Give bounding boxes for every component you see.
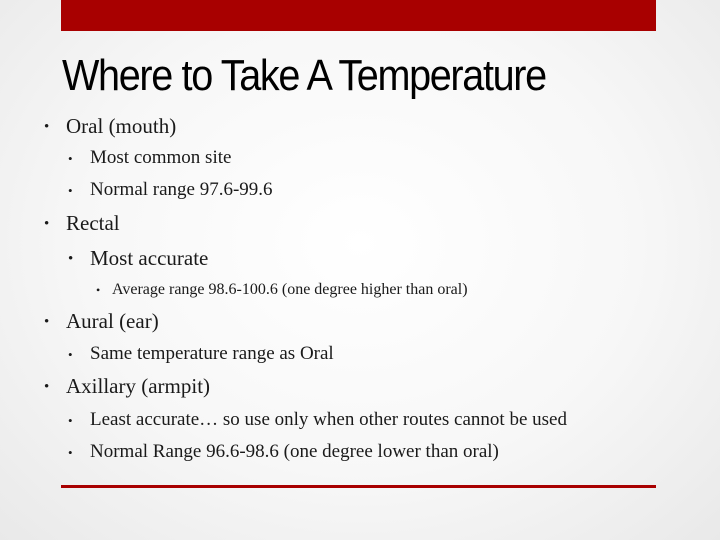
bullet-oral	[44, 113, 176, 139]
sub-bullet-oral-range	[68, 178, 273, 202]
sub-bullet-axillary-range	[68, 440, 499, 464]
sub-bullet-aural-range	[68, 342, 334, 366]
bullet-text: Average range 98.6-100.6 (one degree higher than oral)	[112, 281, 468, 298]
bullet-dot-icon: •	[68, 183, 73, 198]
bullet-dot-icon: •	[44, 119, 50, 135]
sub-bullet-most-accurate	[68, 245, 208, 271]
bullet-dot-icon: •	[44, 216, 50, 232]
bullet-text: Oral (mouth)	[66, 114, 177, 138]
bullet-dot-icon: •	[44, 379, 50, 395]
sub-bullet-least-accurate	[68, 408, 567, 432]
bullet-dot-icon: •	[96, 283, 101, 297]
sub-bullet-most-common	[68, 146, 231, 170]
bullet-aural	[44, 308, 159, 334]
sub-sub-bullet-rectal-range	[96, 280, 468, 300]
slide-title: Where to Take A Temperature	[62, 51, 546, 100]
bullet-dot-icon: •	[68, 347, 73, 362]
bullet-dot-icon: •	[68, 151, 73, 166]
bullet-dot-icon: •	[68, 413, 73, 428]
bullet-text: Rectal	[66, 211, 120, 235]
bullet-dot-icon: •	[44, 314, 50, 330]
bullet-text: Same temperature range as Oral	[90, 343, 334, 364]
bullet-text: Aural (ear)	[66, 309, 159, 333]
bullet-axillary	[44, 373, 210, 399]
bullet-text: Axillary (armpit)	[66, 374, 211, 398]
bullet-dot-icon: •	[68, 445, 73, 460]
bullet-text: Normal range 97.6-99.6	[90, 179, 273, 200]
bullet-text: Normal Range 96.6-98.6 (one degree lower than oral)	[90, 441, 499, 462]
bullet-text: Most accurate	[90, 246, 209, 270]
bullet-dot-icon: •	[68, 251, 74, 267]
bullet-rectal	[44, 210, 120, 236]
bullet-text: Least accurate… so use only when other routes cannot be used	[90, 409, 567, 430]
bullet-text: Most common site	[90, 147, 232, 168]
bottom-accent-rule	[61, 485, 656, 488]
